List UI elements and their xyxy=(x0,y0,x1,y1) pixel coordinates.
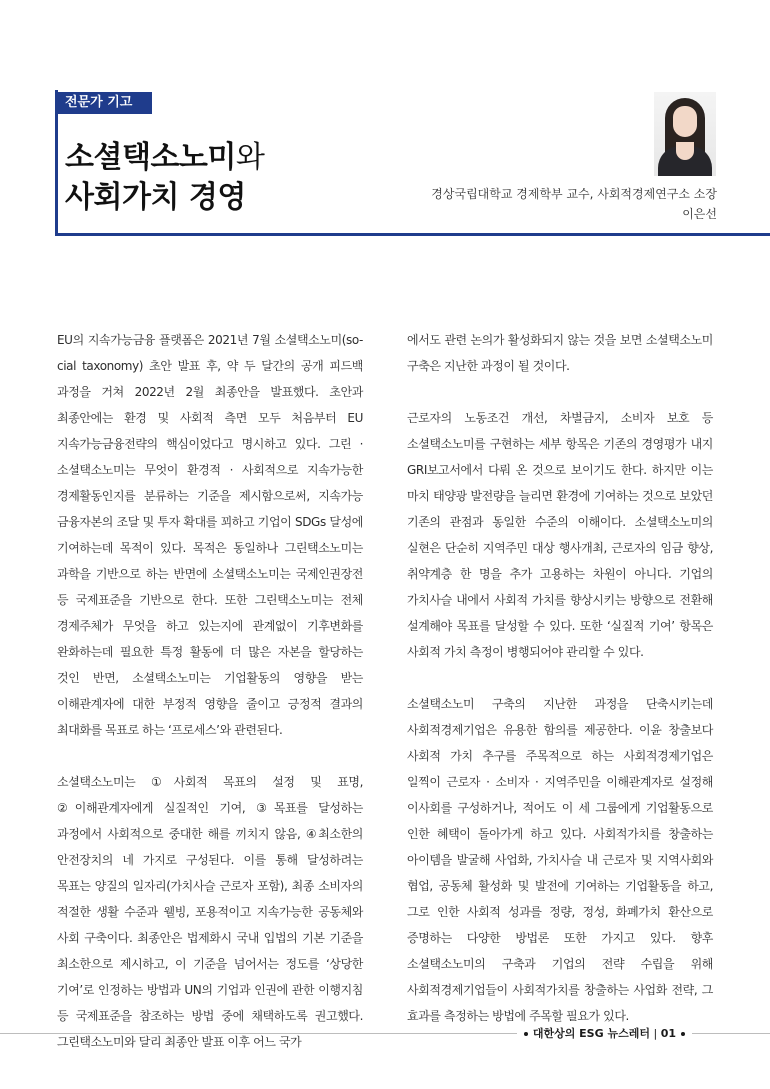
author-photo-neck xyxy=(676,142,694,160)
footer-publication: 대한상의 ESG 뉴스레터 xyxy=(532,1027,650,1040)
title-line1-strong: 소셜택소노미 xyxy=(65,140,236,175)
title-line1-light: 와 xyxy=(235,140,265,175)
paragraph: 에서도 관련 논의가 활성화되지 않는 것을 보면 소셜택소노미 구축은 지난한 과정이 될 것이다. xyxy=(407,333,713,373)
author-affiliation: 경상국립대학교 경제학부 교수, 사회적경제연구소 소장 xyxy=(431,187,717,201)
paragraph: 근로자의 노동조건 개선, 차별금지, 소비자 보호 등 소셜택소노미를 구현하는 세부 항목은 기존의 경영평가 내지 GRI보고서에서 다뤄 온 것으로 보이기도 한다. 하지만 이는 마치 태양광 발전량을 늘리면 환경에 기여하는 것으로 보았던 기존의 관점과 동일한 수준의 이해이다. 소셜택소노미의 실현은 단순히 지역주민 대상 행사개최, 근로자의 임금 향상, 취약계층 한 명을 추가 고용하는 차원이 아니다. 기업의 가치사슬 내에서 사회적 가치를 향상시키는 방향으로 전환해 설계해야 목표를 달성할 수 있다. 또한 ‘실질적 기여’ 항목은 사회적 가치 측정이 병행되어야 관리할 수 있다. xyxy=(407,411,713,659)
paragraph: EU의 지속가능금융 플랫폼은 2021년 7월 소셜택소노미(so-cial taxonomy) 초안 발표 후, 약 두 달간의 공개 피드백 과정을 거쳐 2022년 2월 최종안을 발표했다. 초안과 최종안에는 환경 및 사회적 측면 모두 처음부터 EU 지속가능금융전략의 핵심이었다고 명시하고 있다. 그린 · 소셜택소노미는 무엇이 환경적 · 사회적으로 지속가능한 경제활동인지를 분류하는 기준을 제시함으로써, 지속가능 금융자본의 조달 및 투자 확대를 꾀하고 기업이 SDGs 달성에 기여하는데 목적이 있다. 목적은 동일하나 그린택소노미는 과학을 기반으로 하는 반면에 소셜택소노미는 국제인권장전 등 국제표준을 기반으로 한다. 또한 그린택소노미는 전체 경제주체가 무엇을 하고 있는지에 관계없이 기후변화를 완화하는데 필요한 특정 활동에 더 많은 자본을 할당하는 것인 반면, 소셜택소노미는 기업활동의 영향을 받는 이해관계자에 대한 부정적 영향을 줄이고 긍정적 결과의 최대화를 목표로 하는 ‘프로세스’와 관련된다. xyxy=(57,333,363,737)
bullet-dot-icon xyxy=(681,1032,685,1036)
author-photo xyxy=(654,92,716,176)
body-column-left xyxy=(57,327,363,1081)
footer-page-number: 01 xyxy=(660,1027,676,1040)
section-tag: 전문가 기고 xyxy=(57,92,152,114)
article-title xyxy=(65,138,264,218)
footer-label xyxy=(517,1027,692,1041)
body-column-right xyxy=(407,327,713,1055)
footer-separator: | xyxy=(653,1027,658,1040)
paragraph: 소셜택소노미 구축의 지난한 과정을 단축시키는데 사회적경제기업은 유용한 함의를 제공한다. 이윤 창출보다 사회적 가치 추구를 주목적으로 하는 사회적경제기업은 일찍이 근로자 · 소비자 · 지역주민을 이해관계자로 설정해 이사회를 구성하거나, 적어도 이 세 그룹에게 기업활동으로 인한 혜택이 돌아가게 하고 있다. 사회적가치를 창출하는 아이템을 발굴해 사업화, 가치사슬 내 근로자 및 지역사회와 협업, 공동체 활성화 및 발전에 기여하는 기업활동을 하고, 그로 인한 사회적 성과를 정량, 정성, 화폐가치 환산으로 증명하는 다양한 방법론 또한 가지고 있다. 향후 소셜택소노미의 구축과 기업의 전략 수립을 위해 사회적경제기업들이 사회적가치를 창출하는 사업화 전략, 그 효과를 측정하는 방법에 주목할 필요가 있다. xyxy=(407,697,713,1023)
paragraph: 소셜택소노미는 ①사회적 목표의 설정 및 표명, ②이해관계자에게 실질적인 기여, ③목표를 달성하는 과정에서 사회적으로 중대한 해를 끼치지 않음, ④최소한의 안전장치의 네 가지로 구성된다. 이를 통해 달성하려는 목표는 양질의 일자리(가치사슬 근로자 포함), 최종 소비자의 적절한 생활 수준과 웰빙, 포용적이고 지속가능한 공동체와 사회 구축이다. 최종안은 법제화시 국내 입법의 기본 기준을 최소한으로 제시하고, 이 기준을 넘어서는 정도를 ‘상당한 기여’로 인정하는 방법과 UN의 기업과 인권에 관한 이행지침 등 국제표준을 참조하는 방법 중에 채택하도록 권고했다. 그린택소노미와 달리 최종안 발표 이후 어느 국가 xyxy=(57,775,363,1049)
author-photo-face xyxy=(673,106,697,137)
author-name: 이은선 xyxy=(682,207,717,221)
bullet-dot-icon xyxy=(524,1032,528,1036)
title-line2: 사회가치 경영 xyxy=(65,180,246,215)
